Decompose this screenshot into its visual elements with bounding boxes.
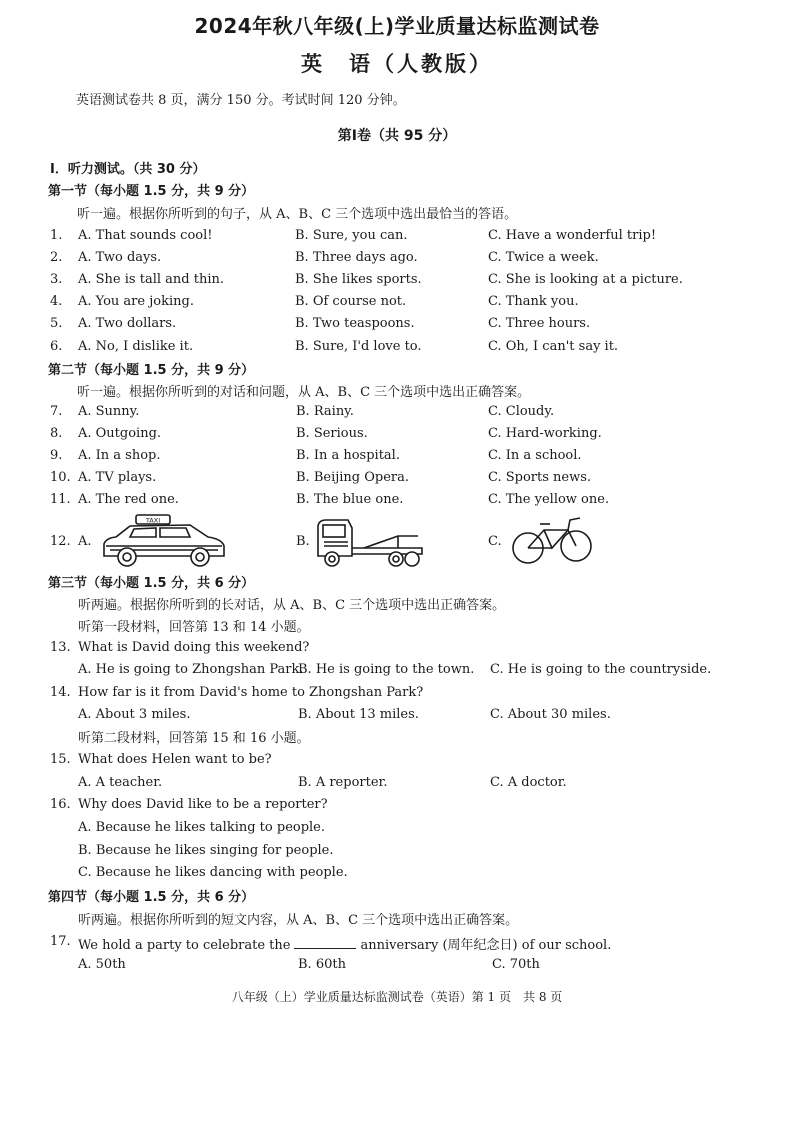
- option-a: A. About 3 miles.: [78, 707, 191, 722]
- bicycle-image: [508, 514, 598, 568]
- option-b: B. He is going to the town.: [298, 662, 475, 677]
- option-a: A. She is tall and thin.: [78, 272, 224, 287]
- option-c: C. He is going to the countryside.: [490, 662, 712, 677]
- question-stem: What does Helen want to be?: [78, 752, 272, 767]
- option-b: B. About 13 miles.: [298, 707, 419, 722]
- answer-blank: [294, 936, 356, 949]
- option-a: A. Two dollars.: [78, 316, 177, 331]
- section3-instruction: 听两遍。根据你所听到的长对话，从 A、B、C 三个选项中选出正确答案。: [78, 598, 506, 613]
- option-a: A. Two days.: [78, 250, 162, 265]
- option-a: A. No, I dislike it.: [78, 339, 194, 354]
- option-a: A. 50th: [78, 957, 126, 972]
- option-b: B. In a hospital.: [296, 448, 400, 463]
- exam-info: 英语测试卷共 8 页，满分 150 分。考试时间 120 分钟。: [76, 93, 406, 108]
- question-number: 1.: [50, 228, 63, 243]
- option-a: A. A teacher.: [78, 775, 163, 790]
- option-c: C. The yellow one.: [488, 492, 610, 507]
- option-b: B. Beijing Opera.: [296, 470, 410, 485]
- section4-title: 第四节（每小题 1.5 分，共 6 分）: [48, 890, 255, 905]
- option-c: C. In a school.: [488, 448, 582, 463]
- question-number: 8.: [50, 426, 63, 441]
- option-b: B. Two teaspoons.: [295, 316, 415, 331]
- option-c: C. Three hours.: [488, 316, 591, 331]
- option-b: B. Because he likes singing for people.: [78, 843, 334, 858]
- option-b: B. Sure, you can.: [295, 228, 408, 243]
- question-number: 7.: [50, 404, 63, 419]
- option-a: A. He is going to Zhongshan Park.: [78, 662, 304, 677]
- option-c-label: C.: [488, 534, 502, 549]
- option-b: B. She likes sports.: [295, 272, 422, 287]
- option-c: C. Oh, I can't say it.: [488, 339, 619, 354]
- question-number: 6.: [50, 339, 63, 354]
- option-c: C. Twice a week.: [488, 250, 599, 265]
- material-2-note: 听第二段材料，回答第 15 和 16 小题。: [78, 731, 310, 746]
- option-b: B. Three days ago.: [295, 250, 418, 265]
- question-number: 11.: [50, 492, 71, 507]
- question-stem: How far is it from David's home to Zhongshan Park?: [78, 685, 424, 700]
- option-a-label: A.: [78, 534, 92, 549]
- question-number: 15.: [50, 752, 71, 767]
- section3-title: 第三节（每小题 1.5 分，共 6 分）: [48, 576, 255, 591]
- tow-truck-image: [314, 514, 426, 570]
- question-number: 2.: [50, 250, 63, 265]
- section1-instruction: 听一遍。根据你所听到的句子，从 A、B、C 三个选项中选出最恰当的答语。: [77, 207, 518, 222]
- section1-title: 第一节（每小题 1.5 分，共 9 分）: [48, 184, 255, 199]
- question-number: 3.: [50, 272, 63, 287]
- option-a: A. In a shop.: [78, 448, 161, 463]
- section2-instruction: 听一遍。根据你所听到的对话和问题，从 A、B、C 三个选项中选出正确答案。: [77, 385, 531, 400]
- option-c: C. About 30 miles.: [490, 707, 611, 722]
- option-a: A. That sounds cool!: [78, 228, 213, 243]
- section4-instruction: 听两遍。根据你所听到的短文内容，从 A、B、C 三个选项中选出正确答案。: [78, 913, 519, 928]
- material-1-note: 听第一段材料，回答第 13 和 14 小题。: [78, 620, 310, 635]
- exam-subtitle: 英 语（人教版）: [301, 52, 493, 76]
- option-c: C. Cloudy.: [488, 404, 555, 419]
- page-footer: 八年级（上）学业质量达标监测试卷（英语）第 1 页 共 8 页: [231, 990, 563, 1004]
- option-c: C. Have a wonderful trip!: [488, 228, 657, 243]
- volume-heading: 第Ⅰ卷（共 95 分）: [337, 128, 457, 144]
- option-a: A. You are joking.: [78, 294, 194, 309]
- option-b: B. A reporter.: [298, 775, 388, 790]
- question-number: 4.: [50, 294, 63, 309]
- option-a: A. The red one.: [78, 492, 179, 507]
- option-b: B. Serious.: [296, 426, 368, 441]
- option-b-label: B.: [296, 534, 310, 549]
- option-b: B. Rainy.: [296, 404, 354, 419]
- section2-title: 第二节（每小题 1.5 分，共 9 分）: [48, 363, 255, 378]
- question-stem: [78, 934, 611, 953]
- option-b: B. The blue one.: [296, 492, 404, 507]
- option-c: C. 70th: [492, 957, 540, 972]
- option-c: C. Thank you.: [488, 294, 579, 309]
- option-a: A. Because he likes talking to people.: [78, 820, 326, 835]
- taxi-sign-text: TAXI: [145, 516, 161, 525]
- exam-title: 2024年秋八年级(上)学业质量达标监测试卷: [194, 14, 600, 38]
- option-b: B. Sure, I'd love to.: [295, 339, 422, 354]
- option-c: C. Hard-working.: [488, 426, 602, 441]
- question-number: 5.: [50, 316, 63, 331]
- option-a: A. TV plays.: [78, 470, 157, 485]
- stem-before-blank: We hold a party to celebrate the: [78, 938, 291, 953]
- question-number: 9.: [50, 448, 63, 463]
- question-stem: Why does David like to be a reporter?: [78, 797, 328, 812]
- question-number: 16.: [50, 797, 71, 812]
- option-c: C. Because he likes dancing with people.: [78, 865, 348, 880]
- question-number: 12.: [50, 534, 71, 549]
- option-c: C. A doctor.: [490, 775, 567, 790]
- option-a: A. Sunny.: [78, 404, 140, 419]
- option-c: C. Sports news.: [488, 470, 592, 485]
- stem-after-blank: anniversary (周年纪念日) of our school.: [360, 938, 612, 953]
- option-a: A. Outgoing.: [78, 426, 162, 441]
- question-number: 17.: [50, 934, 71, 949]
- option-b: B. 60th: [298, 957, 346, 972]
- taxi-car-image: [94, 512, 234, 570]
- option-c: C. She is looking at a picture.: [488, 272, 683, 287]
- question-stem: What is David doing this weekend?: [78, 640, 310, 655]
- question-number: 10.: [50, 470, 71, 485]
- option-b: B. Of course not.: [295, 294, 407, 309]
- question-number: 13.: [50, 640, 71, 655]
- part1-title: Ⅰ．听力测试。（共 30 分）: [50, 162, 206, 177]
- question-number: 14.: [50, 685, 71, 700]
